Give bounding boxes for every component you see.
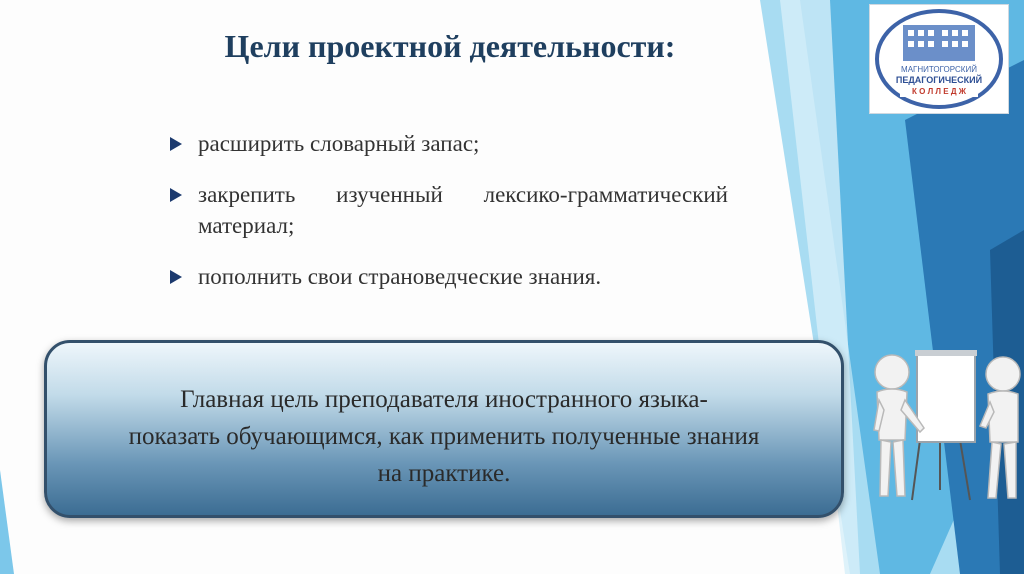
logo-text-line: ПЕДАГОГИЧЕСКИЙ <box>895 75 983 85</box>
bg-corner-bottom-left <box>0 470 14 574</box>
slide-title: Цели проектной деятельности: <box>224 28 676 64</box>
college-logo <box>869 4 1009 114</box>
callout-line: показать обучающимся, как применить полученные знания <box>128 423 760 450</box>
goal-item <box>168 128 728 159</box>
goal-item <box>168 179 728 241</box>
bullet-arrow-icon <box>170 188 182 202</box>
bullet-arrow-icon <box>170 270 182 284</box>
college-logo-emblem <box>870 5 1008 113</box>
goals-list <box>168 128 728 312</box>
goal-item <box>168 261 728 292</box>
presenters-with-flipchart-illustration <box>860 330 1024 510</box>
goal-text: расширить словарный запас; <box>198 131 480 156</box>
person-right-icon <box>980 357 1020 498</box>
main-goal-callout <box>44 340 844 518</box>
goal-text: закрепить изученный лексико-грамматический материал; <box>198 182 728 238</box>
goal-text: пополнить свои страноведческие знания. <box>198 264 602 289</box>
callout-text <box>67 381 821 492</box>
logo-text-line: К О Л Л Е Д Ж <box>912 87 966 96</box>
callout-line: на практике. <box>377 460 511 487</box>
callout-line: Главная цель преподавателя иностранного языка- <box>180 386 708 413</box>
bullet-arrow-icon <box>170 137 182 151</box>
logo-text-line: МАГНИТОГОРСКИЙ <box>901 65 977 74</box>
